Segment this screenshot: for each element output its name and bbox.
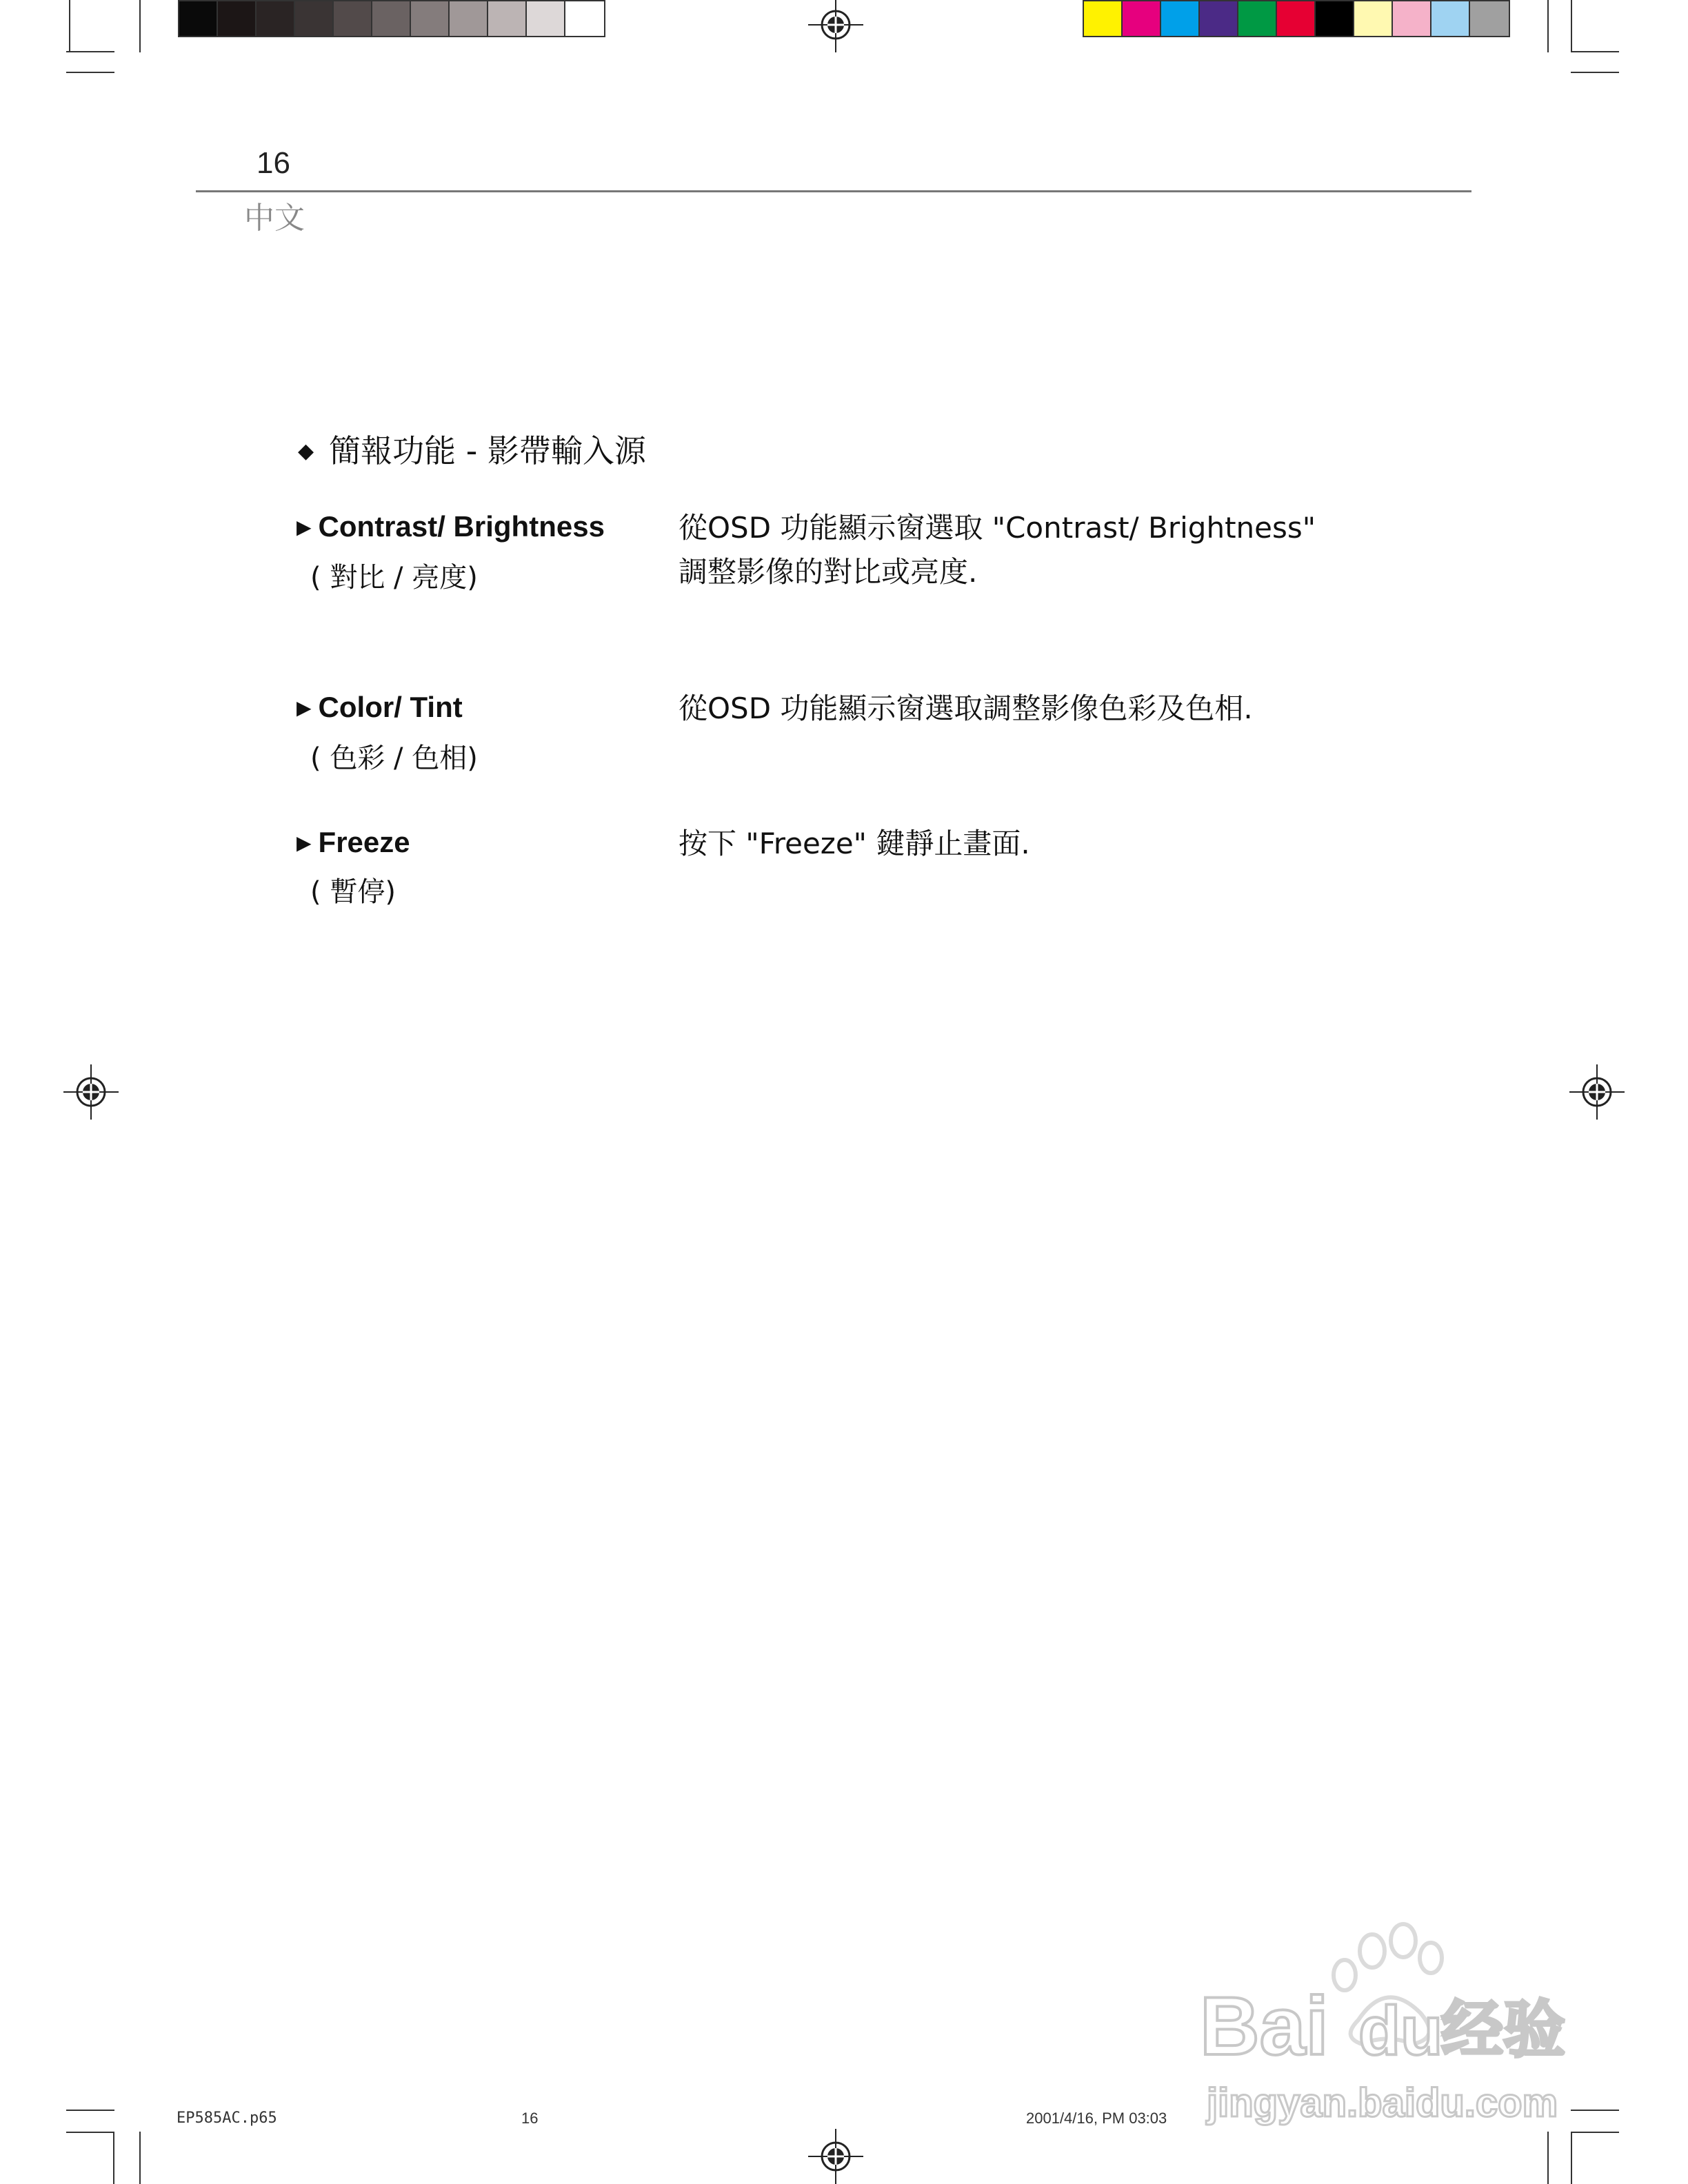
header-rule [196,190,1471,192]
crop-mark [139,0,141,52]
baidu-jingyan-watermark-logo [1186,1910,1600,2144]
item-description [679,506,1316,594]
footer-filename: EP585AC.p65 [177,2110,277,2127]
crop-mark [1547,0,1549,52]
color-bar [1083,0,1510,37]
svg-text:du: du [1358,1992,1443,2070]
item-title-text: Contrast/ Brightness [318,510,605,543]
svg-text:经验: 经验 [1441,1994,1565,2066]
color-swatch [527,1,565,36]
item-description [679,687,1253,731]
crop-mark [66,2132,114,2133]
description-line: 從OSD 功能顯示窗選取 "Contrast/ Brightness" [679,511,1316,545]
description-line: 從OSD 功能顯示窗選取調整影像色彩及色相. [679,691,1253,725]
crop-mark [66,51,114,52]
color-swatch [450,1,488,36]
section-title [298,426,646,472]
color-swatch [488,1,527,36]
item-title [297,510,605,543]
item-description [679,822,1030,866]
crop-mark [1571,51,1619,52]
triangle-bullet-icon: ▶ [297,516,312,538]
color-swatch [334,1,372,36]
item-title-text: Freeze [318,826,410,858]
crop-mark [66,72,114,73]
color-swatch [372,1,411,36]
grayscale-bar [178,0,605,37]
color-swatch [565,1,604,36]
color-swatch [1277,1,1316,36]
language-label: 中文 [244,201,305,236]
diamond-bullet-icon: ◆ [298,439,314,463]
registration-target-icon [63,1064,119,1120]
item-title [297,691,463,724]
color-swatch [1470,1,1509,36]
registration-target-icon [1569,1064,1625,1120]
registration-target-icon [808,0,863,52]
color-swatch [1393,1,1431,36]
color-swatch [1200,1,1238,36]
item-subtitle: ( 對比 / 亮度) [310,562,478,594]
color-swatch [1123,1,1161,36]
item-title-text: Color/ Tint [318,691,463,723]
triangle-bullet-icon: ▶ [297,697,312,718]
crop-mark [69,0,70,52]
item-title [297,826,410,859]
page-number: 16 [257,146,290,180]
color-swatch [411,1,450,36]
svg-text:jingyan.baidu.com: jingyan.baidu.com [1207,2081,1558,2125]
color-swatch [1084,1,1123,36]
footer-page: 16 [521,2110,539,2127]
crop-mark [1571,0,1572,52]
section-title-text: 簡報功能 - 影帶輸入源 [329,432,646,469]
crop-mark [139,2132,141,2184]
color-swatch [1238,1,1277,36]
footer-timestamp: 2001/4/16, PM 03:03 [1026,2110,1167,2127]
crop-mark [1571,72,1619,73]
item-subtitle: ( 色彩 / 色相) [310,742,478,774]
color-swatch [1354,1,1393,36]
color-swatch [1316,1,1354,36]
registration-target-icon [808,2129,863,2184]
crop-mark [66,2110,114,2111]
triangle-bullet-icon: ▶ [297,832,312,853]
svg-text:Bai: Bai [1200,1980,1329,2072]
color-swatch [179,1,218,36]
color-swatch [218,1,257,36]
color-swatch [1431,1,1470,36]
crop-mark [113,2132,114,2184]
color-swatch [257,1,295,36]
description-line: 調整影像的對比或亮度. [679,555,978,589]
description-line: 按下 "Freeze" 鍵靜止畫面. [679,827,1030,860]
item-subtitle: ( 暫停) [310,876,396,908]
color-swatch [295,1,334,36]
color-swatch [1161,1,1200,36]
